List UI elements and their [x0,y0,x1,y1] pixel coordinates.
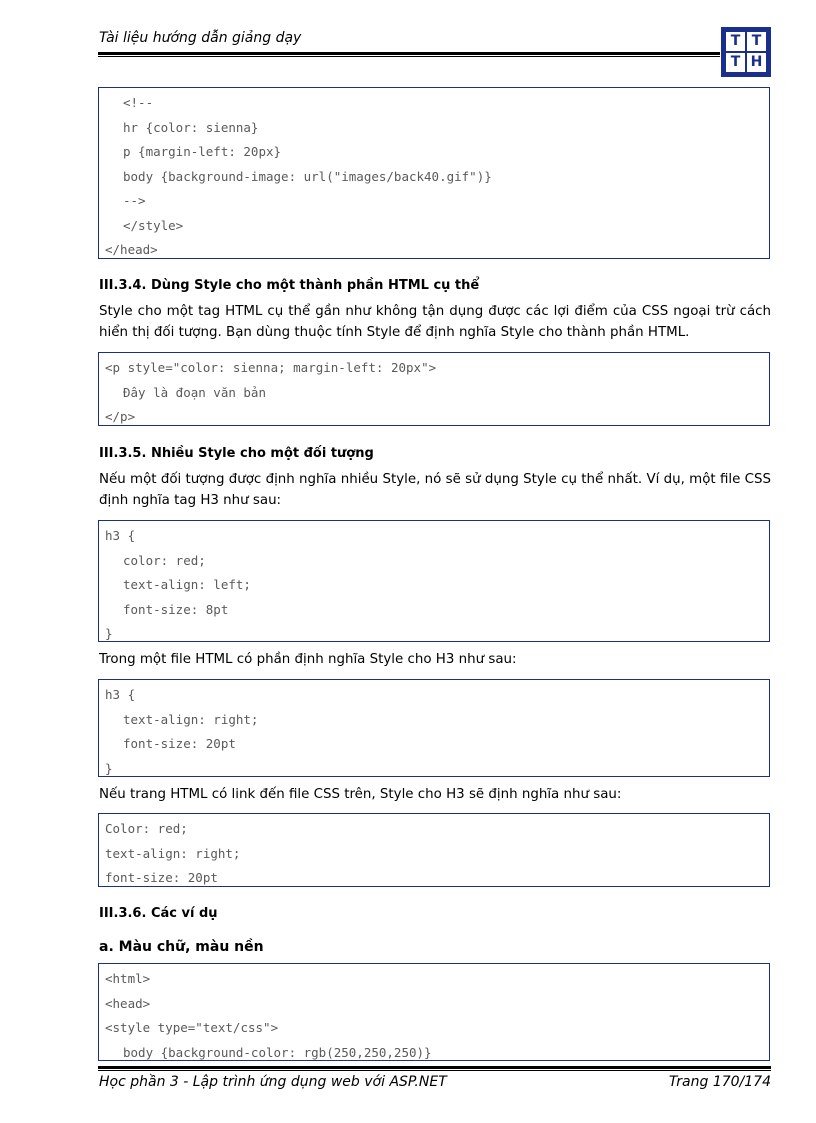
code-line: body {background-color: rgb(250,250,250)} [123,1044,432,1060]
logo-letter: H [747,53,766,72]
code-line: p {margin-left: 20px} [123,144,282,159]
code-line: </head> [105,242,158,257]
code-block-result [98,813,770,887]
code-line: font-size: 20pt [123,736,236,751]
code-block-css-h3 [98,520,770,642]
code-line: hr {color: sienna} [123,119,259,135]
section-heading-3-3-4: III.3.4. Dùng Style cho một thành phần HTML cụ thể [99,278,480,293]
paragraph: Nếu trang HTML có link đến file CSS trên, Style cho H3 sẽ định nghĩa như sau: [99,787,622,802]
code-line: text-align: right; [123,711,259,727]
code-line: Color: red; [105,821,188,836]
paragraph: Trong một file HTML có phần định nghĩa Style cho H3 như sau: [99,652,517,667]
code-line: Đây là đoạn văn bản [123,384,266,400]
code-line: --> [123,193,146,208]
code-line: } [105,760,113,776]
logo-letter: T [726,32,745,51]
code-block-html-h3 [98,679,770,777]
code-line: h3 { [105,528,136,543]
header-rule [98,52,720,57]
code-block-inline-style [98,352,770,426]
code-line: h3 { [105,687,136,702]
code-line: body {background-image: url("images/back40.gif")} [123,168,492,184]
footer-page-number: Trang 170/174 [668,1074,771,1090]
code-line: font-size: 8pt [123,601,229,617]
code-line: } [105,626,113,641]
code-line: <!-- [123,95,154,110]
code-line: <style type="text/css"> [105,1020,279,1035]
code-line: <html> [105,971,151,986]
footer-course: Học phần 3 - Lập trình ứng dụng web với ASP.NET [99,1074,447,1090]
logo-letter: T [726,53,745,72]
code-line: <head> [105,995,151,1011]
paragraph: Style cho một tag HTML cụ thể gần như không tận dụng được các lợi điểm của CSS ngoại trừ cách hiển thị đối tượng. Bạn dùng thuộc tính Style để định nghĩa Style cho thành phần HTML. [99,304,771,340]
code-line: text-align: right; [105,845,241,861]
code-line: font-size: 20pt [105,870,218,885]
section-heading-3-3-5: III.3.5. Nhiều Style cho một đối tượng [99,446,374,461]
page-header-title: Tài liệu hướng dẫn giảng dạy [99,30,302,46]
code-block-example [98,963,770,1061]
school-logo [721,27,771,77]
section-heading-3-3-6: III.3.6. Các ví dụ [99,906,218,921]
footer-rule [98,1066,771,1071]
paragraph: Nếu một đối tượng được định nghĩa nhiều Style, nó sẽ sử dụng Style cụ thể nhất. Ví dụ, một file CSS định nghĩa tag H3 như sau: [99,472,771,508]
code-block-style-end [98,87,770,259]
code-line: </style> [123,217,184,233]
subsection-heading-a: a. Màu chữ, màu nền [99,939,264,955]
code-line: text-align: left; [123,577,251,592]
code-line: </p> [105,409,136,424]
code-line: color: red; [123,552,206,568]
logo-letter: T [747,32,766,51]
code-line: <p style="color: sienna; margin-left: 20px"> [105,360,437,375]
